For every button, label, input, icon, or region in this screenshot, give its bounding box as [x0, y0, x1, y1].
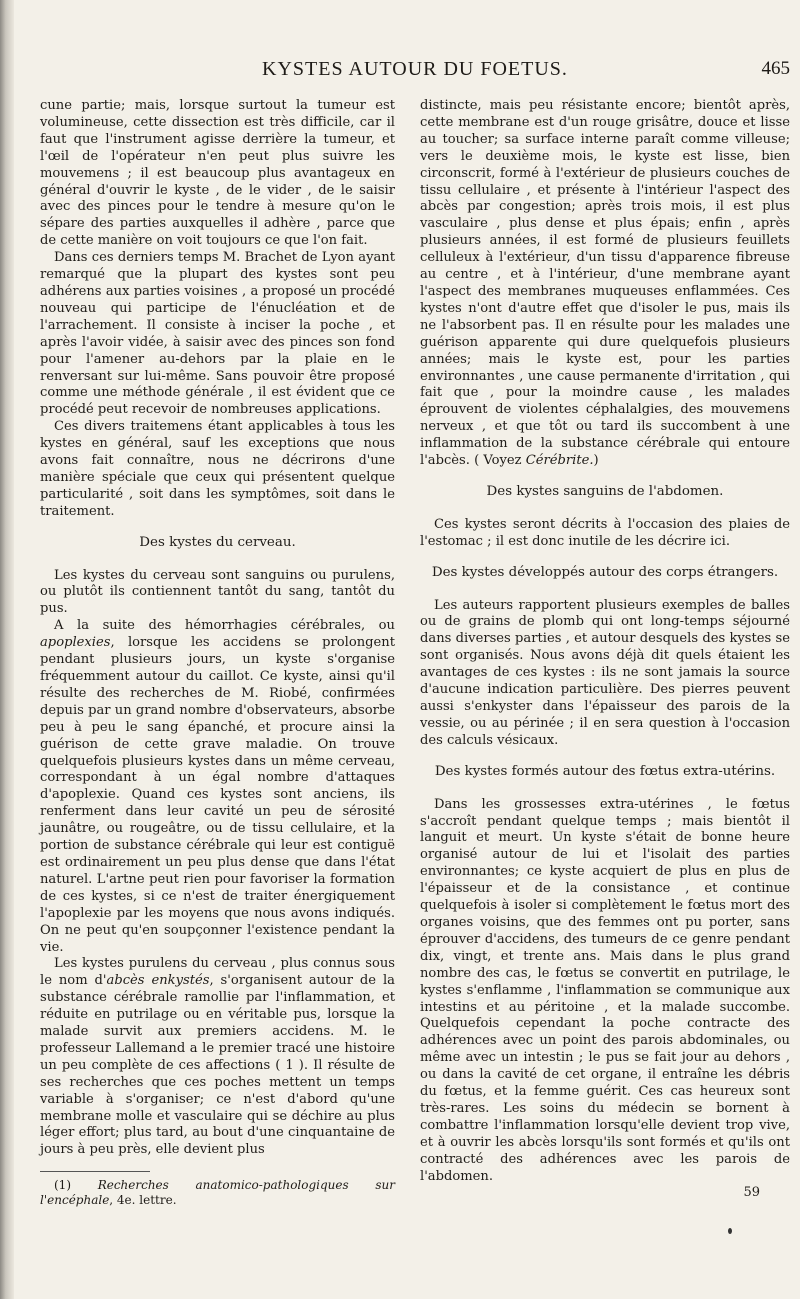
paragraph: Les kystes du cerveau sont sanguins ou purulens, ou plutôt ils contiennent tantôt du sang, tantôt du pus. — [40, 567, 395, 617]
text-run: Les kystes purulens du cerveau , plus connus sous le nom d' — [40, 956, 395, 989]
text-run: , s'organisent autour de la substance cérébrale ramollie par l'inflammation, et réduite en putrilage ou en véritable pus, lorsque la malade survit aux premiers accidens. M. le professeur Lallemand a le premier tracé une histoire un peu complète de ces affections ( 1 ). Il résulte de ses recherches que ces poches mettent un temps variable à s'organiser; ce n'est d'abord qu'une membrane molle et vasculaire qui se déchire au plus léger effort; plus tard, au bout d'une cinquantaine de jours à peu près, elle devient plus — [40, 973, 395, 1158]
paragraph: Ces divers traitemens étant applicables à tous les kystes en général, sauf les exceptions que nous avons fait connaître, nous ne décrirons d'une manière spéciale que ceux qui présentent quelque particularité , soit dans les symptômes, soit dans le traitement. — [40, 419, 395, 519]
left-column — [40, 98, 395, 1208]
paragraph: cune partie; mais, lorsque surtout la tumeur est volumineuse, cette dissection est très difficile, car il faut que l'instrument agisse derrière la tumeur, et l'œil de l'opérateur n'en peut plus suivre les mouvemens ; il est beaucoup plus avantageux en général d'ouvrir le kyste , de le vider , de le saisir avec des pinces pour le tendre à mesure qu'on le sépare des parties auxquelles il adhère , parce que de cette manière on voit toujours ce que l'on fait. — [40, 98, 395, 249]
text-run: A la suite des hémorrhagies cérébrales, ou — [54, 618, 395, 634]
paragraph: Dans les grossesses extra-utérines , le fœtus s'accroît pendant quelque temps ; mais bientôt il languit et meurt. Un kyste s'était de bonne heure organisé autour de lui et l'isolait des parties environnantes; ce kyste acquiert de plus en plus de l'épaisseur et de la consistance , et continue quelquefois à isoler si complètement le fœtus mort des organes voisins, que des femmes ont pu porter, sans éprouver d'accidens, des tumeurs de ce genre pendant dix, vingt, et trente ans. Mais dans le plus grand nombre des cas, le fœtus se convertit en putrilage, le kystes s'enflamme , l'inflammation se communique aux intestins et au péritoine , et la malade succombe. Quelquefois cependant la poche contracte des adhérences avec un point des parois abdominales, ou même avec un intestin ; le pus se fait jour au dehors , ou dans la cavité de cet organe, il entraîne les débris du fœtus, et la femme guérit. Ces cas heureux sont très-rares. Les soins du médecin se bornent à combattre l'inflammation lorsqu'elle devient trop vive, et à ouvrir les abcès lorsqu'ils sont formés et qu'ils ont contracté des adhérences avec les parois de l'abdomen. — [420, 796, 790, 1184]
paragraph: Ces kystes seront décrits à l'occasion des plaies de l'estomac ; il est donc inutile de les décrire ici. — [420, 516, 790, 549]
paragraph: Dans ces derniers temps M. Brachet de Lyon ayant remarqué que la plupart des kystes sont peu adhérens aux parties voisines , a proposé un procédé nouveau qui participe de l'énucléation et de l'arrachement. Il consiste à inciser la poche , et après l'avoir vidée, à saisir avec des pinces son fond pour l'amener au-dehors par la plaie en le renversant sur lui-même. Sans pouvoir être proposé comme une méthode générale , il est évident que ce procédé peut recevoir de nombreuses applications. — [40, 250, 395, 418]
paragraph — [420, 98, 790, 470]
paragraph — [40, 618, 395, 956]
right-column — [420, 98, 790, 1202]
paragraph — [40, 956, 395, 1159]
section-heading: Des kystes développés autour des corps étrangers. — [431, 564, 779, 580]
footnote — [40, 1178, 395, 1208]
section-heading: Des kystes du cerveau. — [139, 534, 296, 550]
section-heading: Des kystes formés autour des fœtus extra-utérins. — [434, 763, 776, 779]
text-run: ) — [593, 453, 599, 469]
paragraph: Les auteurs rapportent plusieurs exemples de balles ou de grains de plomb qui ont long-temps séjourné dans diverses parties , et autour desquels des kystes se sont organisés. Nous avons déjà dit quels étaient les avantages de ces kystes : ils ne sont jamais la source d'aucune indication particulière. Des pierres peuvent aussi s'enkyster dans l'épaisseur des parois de la vessie, ou au périnée ; il en sera question à l'occasion des calculs vésicaux. — [420, 597, 790, 748]
italic-term: apoplexies — [40, 635, 111, 651]
book-binding-edge — [0, 0, 14, 1299]
footnote-title: Recherches anatomico-pathologiques sur l'encéphale — [40, 1178, 395, 1208]
footnote-number: (1) — [54, 1178, 98, 1193]
section-heading: Des kystes sanguins de l'abdomen. — [486, 483, 724, 499]
italic-term: abcès enkystés — [106, 973, 210, 989]
running-title: KYSTES AUTOUR DU FOETUS. — [262, 58, 568, 80]
page-number: 465 — [761, 58, 790, 79]
ink-spot — [728, 1228, 732, 1234]
book-page — [40, 58, 790, 1208]
footnote-divider — [40, 1171, 150, 1172]
footnote-text: , 4e. lettre. — [109, 1193, 177, 1208]
page-header — [40, 58, 790, 88]
text-run: distincte, mais peu résistante encore; bientôt après, cette membrane est d'un rouge grisâtre, douce et lisse au toucher; sa surface interne paraît comme villeuse; vers le deuxième mois, le kyste est lisse, bien circonscrit, formé à l'extérieur de plusieurs couches de tissu cellulaire , et présente à l'intérieur l'aspect des abcès par congestion; après trois mois, il est plus vasculaire , plus dense et plus épais; enfin , après plusieurs années, il est formé de plusieurs feuillets celluleux à l'extérieur, d'un tissu d'apparence fibreuse au centre , et à l'intérieur, d'une membrane ayant l'aspect des membranes muqueuses enflammées. Ces kystes n'ont d'autre effet que d'isoler le pus, mais ils ne l'absorbent pas. Il en résulte pour les malades une guérison apparente qui dure quelquefois plusieurs années; mais le kyste est, pour les parties environnantes , une cause permanente d'irritation , qui fait que , pour la moindre cause , les malades éprouvent de violentes céphalalgies, des mouvemens nerveux , et que tôt ou tard ils succombent à une inflammation de la substance cérébrale qui entoure l'abcès. ( Voyez — [420, 98, 790, 469]
text-run: , lorsque les accidens se prolongent pendant plusieurs jours, un kyste s'organise fréquemment autour du caillot. Ce kyste, ainsi qu'il résulte des recherches de M. Riobé, confirmées depuis par un grand nombre d'observateurs, absorbe peu à peu le sang épanché, et procure ainsi la guérison de cette grave maladie. On trouve quelquefois plusieurs kystes dans un même cerveau, correspondant à un égal nombre d'attaques d'apoplexie. Quand ces kystes sont anciens, ils renferment dans leur cavité un peu de sérosité jaunâtre, ou rougeâtre, ou de tissu cellulaire, et la portion de substance cérébrale qui leur est contiguë est ordinairement un peu plus dense que dans l'état naturel. L'artne peut rien pour favoriser la formation de ces kystes, si ce n'est de traiter énergiquement l'apoplexie par les moyens que nous avons indiqués. On ne peut qu'en soupçonner l'existence pendant la vie. — [40, 635, 395, 955]
italic-term: Cérébrite. — [525, 453, 594, 469]
signature-mark: 59 — [743, 1185, 760, 1201]
